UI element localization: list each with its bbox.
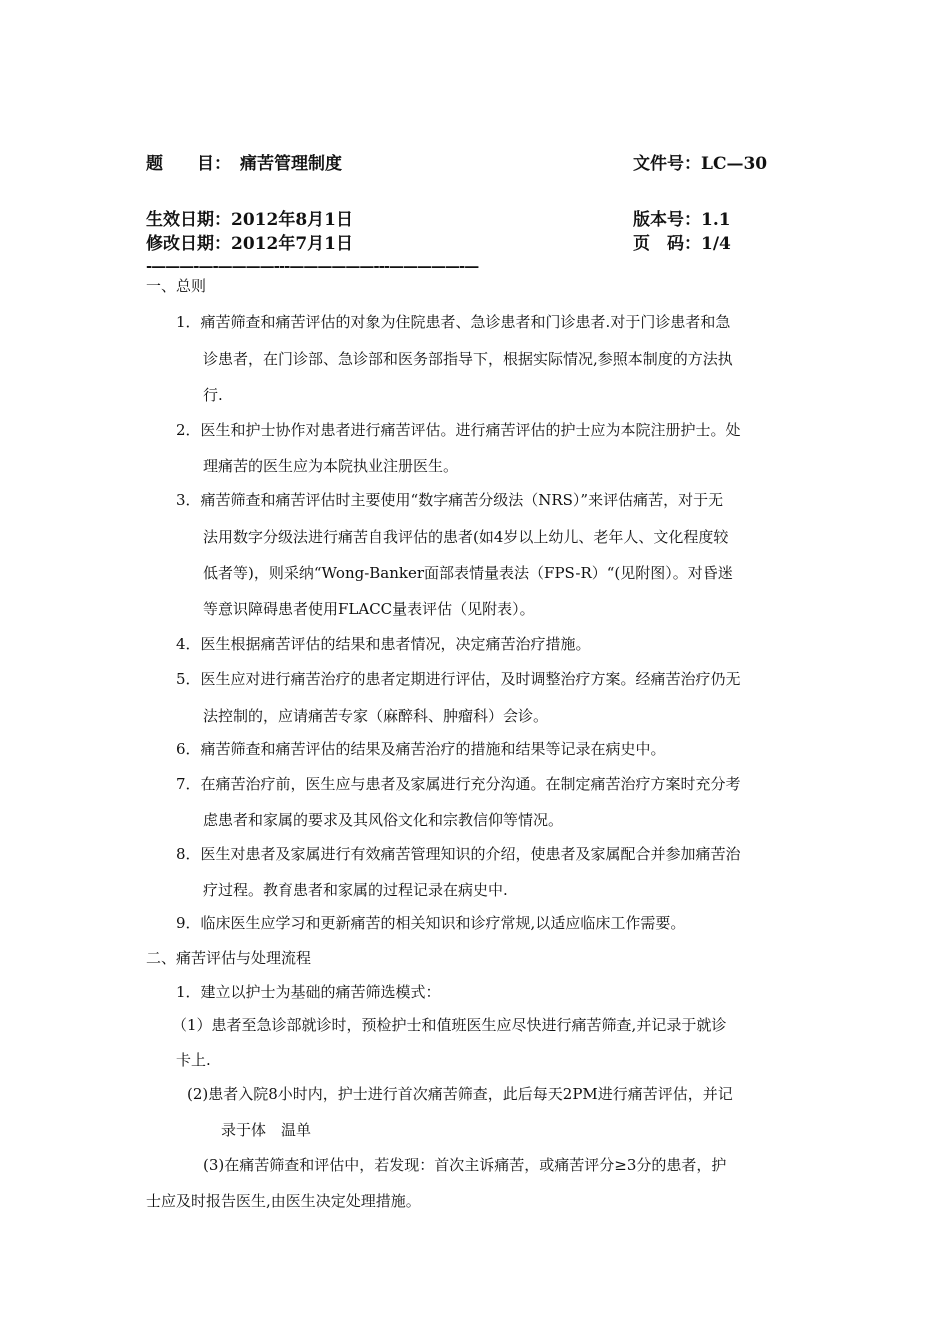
modified-date: 修改日期：2012年7月1日 [146,234,353,254]
file-number: 文件号：LC—30 [633,154,768,174]
list-item-cont: 低者等)，则采纳“Wong-Banker面部表情量表法（FPS-R）“(见附图）。对昏迷 [203,564,733,582]
list-item: 5．医生应对进行痛苦治疗的患者定期进行评估，及时调整治疗方案。经痛苦治疗仍无 [176,670,741,688]
section-heading-general: 一、总则 [146,277,207,295]
list-item: 1．痛苦筛查和痛苦评估的对象为住院患者、急诊患者和门诊患者.对于门诊患者和急 [176,313,731,331]
list-item: 9．临床医生应学习和更新痛苦的相关知识和诊疗常规,以适应临床工作需要。 [176,914,686,932]
sub-item: （1）患者至急诊部就诊时，预检护士和值班医生应尽快进行痛苦筛查,并记录于就诊 [172,1016,727,1034]
list-item-cont: 等意识障碍患者使用FLACC量表评估（见附表）。 [203,600,535,618]
list-item: 3．痛苦筛查和痛苦评估时主要使用“数字痛苦分级法（NRS）”来评估痛苦，对于无 [176,491,724,509]
version-number: 版本号：1.1 [633,210,731,230]
page-number: 页 码：1/4 [633,234,731,254]
list-item: 6．痛苦筛查和痛苦评估的结果及痛苦治疗的措施和结果等记录在病史中。 [176,740,666,758]
list-item: 1．建立以护士为基础的痛苦筛选模式： [176,983,441,1001]
list-item: 7．在痛苦治疗前，医生应与患者及家属进行充分沟通。在制定痛苦治疗方案时充分考 [176,775,741,793]
list-item-cont: 疗过程。教育患者和家属的过程记录在病史中. [203,881,508,899]
list-item: 8．医生对患者及家属进行有效痛苦管理知识的介绍，使患者及家属配合并参加痛苦治 [176,845,741,863]
title-label: 题 目： [146,154,231,174]
list-item-cont: 诊患者，在门诊部、急诊部和医务部指导下，根据实际情况,参照本制度的方法执 [203,350,733,368]
list-item-cont: 虑患者和家属的要求及其风俗文化和宗教信仰等情况。 [203,811,564,829]
list-item-cont: 法用数字分级法进行痛苦自我评估的患者(如4岁以上幼儿、老年人、文化程度较 [203,528,729,546]
sub-item-cont: 士应及时报告医生,由医生决定处理措施。 [146,1192,421,1210]
header-rule: -———-—-————---——————---—————-— [146,257,479,275]
sub-item: (2)患者入院8小时内，护士进行首次痛苦筛查，此后每天2PM进行痛苦评估，并记 [187,1085,733,1103]
list-item: 2．医生和护士协作对患者进行痛苦评估。进行痛苦评估的护士应为本院注册护士。处 [176,421,741,439]
sub-item: (3)在痛苦筛查和评估中，若发现：首次主诉痛苦，或痛苦评分≥3分的患者，护 [203,1156,727,1174]
list-item: 4．医生根据痛苦评估的结果和患者情况，决定痛苦治疗措施。 [176,635,591,653]
list-item-cont: 理痛苦的医生应为本院执业注册医生。 [203,457,459,475]
list-item-cont: 行. [203,386,223,404]
document-title: 痛苦管理制度 [240,154,342,174]
list-item-cont: 法控制的，应请痛苦专家（麻醉科、肿瘤科）会诊。 [203,707,549,725]
section-heading-process: 二、痛苦评估与处理流程 [146,949,312,967]
sub-item-cont: 卡上. [176,1051,211,1069]
sub-item-cont: 录于体 温单 [221,1121,312,1139]
effective-date: 生效日期：2012年8月1日 [146,210,353,230]
